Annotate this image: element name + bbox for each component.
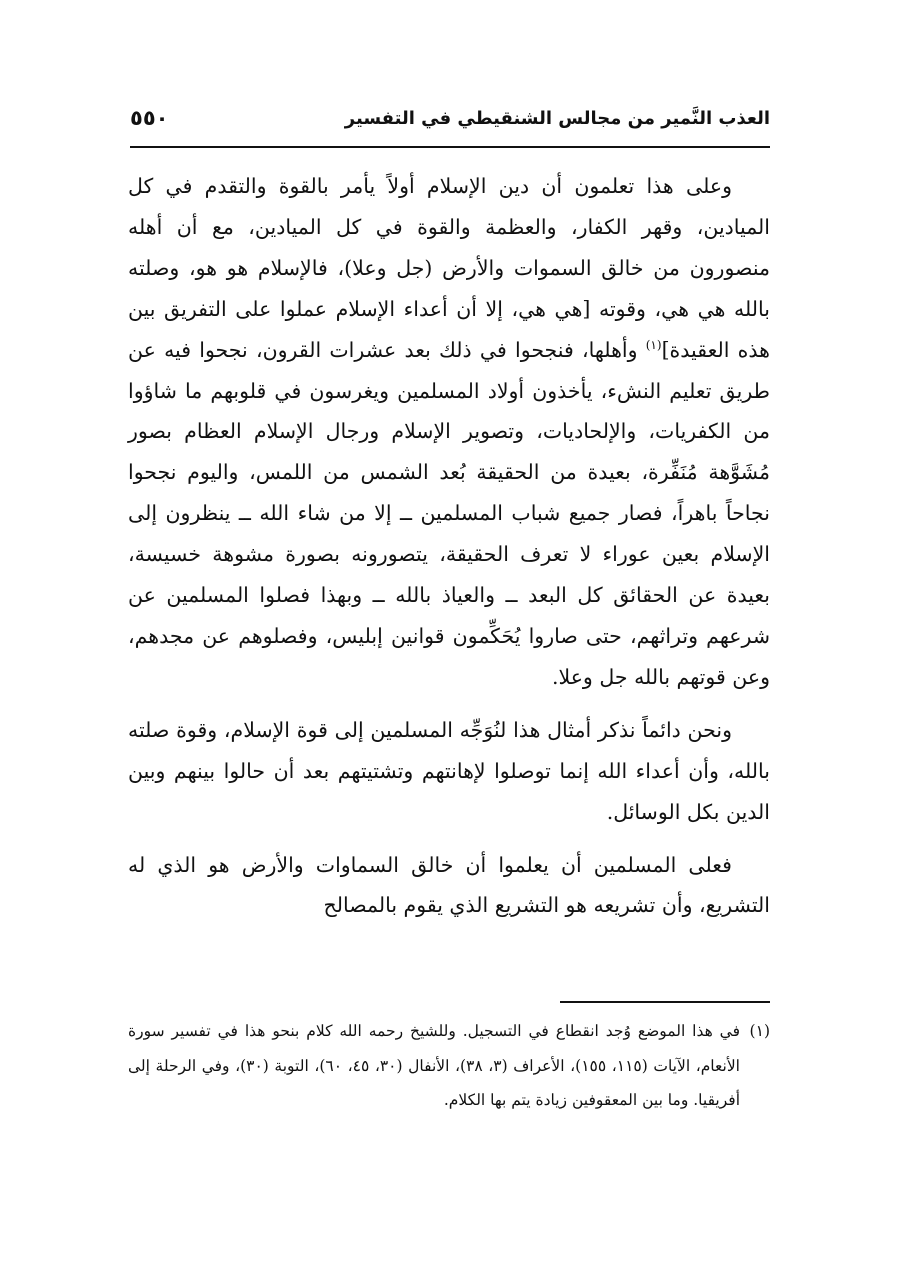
paragraph-1-text-b: وأهلها، فنجحوا في ذلك بعد عشرات القرون، نجحوا فيه عن طريق تعليم النشء، يأخذون أولاد المسلمين ويغرسون في قلوبهم ما شاؤوا من الكفريات، والإلحاديات، وتصوير الإسلام ورجال الإسلام العظام بصور مُشَوَّهة مُنَفِّرة، بعيدة من الحقيقة بُعد الشمس من اللمس، واليوم نجحوا نجاحاً باهراً، فصار جميع شباب المسلمين ــ إلا من شاء الله ــ ينظرون إلى الإسلام بعين عوراء لا تعرف الحقيقة، يتصورونه بصورة مشوهة خسيسة، بعيدة عن الحقائق كل البعد ــ والعياذ بالله ــ وبهذا فصلوا المسلمين عن شرعهم وتراثهم، حتى صاروا يُحَكِّمون قوانين إبليس، وفصلوهم عن مجدهم، وعن قوتهم بالله جل وعلا.: [128, 337, 770, 689]
running-title: العذب النَّمير من مجالس الشنقيطي في التفسير: [344, 108, 770, 129]
footnote-text: في هذا الموضع وُجد انقطاع في التسجيل. وللشيخ رحمه الله كلام بنحو هذا في تفسير سورة الأنعام، الآيات (١١٥، ١٥٥)، الأعراف (٣، ٣٨)، الأنفال (٣٠، ٤٥، ٦٠)، التوبة (٣٠)، وفي الرحلة إلى أفريقيا. وما بين المعقوفين زيادة يتم بها الكلام.: [128, 1022, 740, 1109]
page-number: ٥٥٠: [130, 106, 169, 130]
header-rule: [130, 146, 770, 148]
footnote-rule: [560, 1001, 770, 1003]
paragraph-3: فعلى المسلمين أن يعلموا أن خالق السماوات والأرض هو الذي له التشريع، وأن تشريعه هو التشريع الذي يقوم بالمصالح: [128, 852, 770, 918]
footnote-reference-1: (١): [645, 337, 662, 352]
main-text: [128, 166, 770, 938]
footnotes: [128, 1014, 770, 1118]
paragraph-2: ونحن دائماً نذكر أمثال هذا لنُوَجِّه المسلمين إلى قوة الإسلام، وقوة صلته بالله، وأن أعداء الله إنما توصلوا لإهانتهم وتشتيتهم بعد أن حالوا بينهم وبين الدين بكل الوسائل.: [128, 717, 770, 824]
footnote-1: [128, 1014, 770, 1118]
paragraph-1-text-a: وعلى هذا تعلمون أن دين الإسلام أولاً يأمر بالقوة والتقدم في كل الميادين، وقهر الكفار، والعظمة والقوة في كل الميادين، مع أن أهله منصورون من خالق السموات والأرض (جل وعلا)، فالإسلام هو هو، وصلته بالله هي هي، وقوته [هي هي، إلا أن أعداء الإسلام عملوا على التفريق بين هذه العقيدة]: [128, 174, 770, 362]
footnote-marker: (١): [749, 1022, 770, 1040]
running-header: [130, 104, 770, 144]
paragraph-1: [128, 166, 770, 698]
